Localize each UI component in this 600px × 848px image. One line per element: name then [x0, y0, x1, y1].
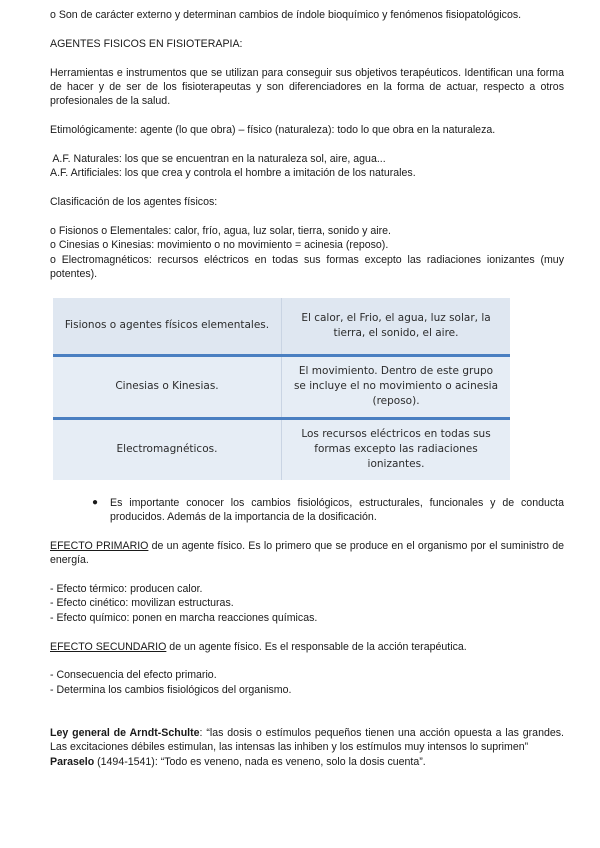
intro-line: o Son de carácter externo y determinan cambios de índole bioquímico y fenómenos fisiopatológicos.: [50, 9, 522, 21]
classification-item: o Electromagnéticos: recursos eléctricos en todas sus formas excepto las radiaciones ionizantes (muy potentes).: [50, 253, 564, 281]
primary-effect-item: - Efecto térmico: producen calor.: [50, 583, 203, 596]
artificiales-line: A.F. Artificiales: los que crea y controla el hombre a imitación de los naturales.: [50, 167, 416, 180]
table-row: [53, 355, 510, 418]
primary-effect-item: - Efecto cinético: movilizan estructuras.: [50, 597, 234, 610]
law-paragraph: [50, 726, 564, 755]
paracelso-label: Paraselo: [50, 755, 95, 768]
classification-item: o Fisionos o Elementales: calor, frío, agua, luz solar, tierra, sonido y aire.: [50, 225, 391, 237]
table-row: [53, 298, 510, 356]
primary-effect-text: de un agente físico. Es lo primero que se produce en el organismo por el suministro de energía.: [50, 539, 564, 567]
agents-table: [53, 298, 510, 480]
bullet-item: [92, 496, 564, 525]
classification-title: Clasificación de los agentes físicos:: [50, 196, 218, 209]
secondary-effect-item: - Determina los cambios fisiológicos del organismo.: [50, 683, 292, 696]
bullet-text: Es importante conocer los cambios fisiológicos, estructurales, funcionales y de conducta producidos. Además de la importancia de la dosificación.: [110, 496, 564, 524]
secondary-effect-item: - Consecuencia del efecto primario.: [50, 669, 217, 682]
paracelso-paragraph: [50, 755, 564, 769]
primary-effect-item: - Efecto químico: ponen en marcha reacciones químicas.: [50, 611, 318, 624]
classification-item: o Cinesias o Kinesias: movimiento o no movimiento = acinesia (reposo).: [50, 239, 389, 252]
table-cell-desc: Los recursos eléctricos en todas sus formas excepto las radiaciones ionizantes.: [282, 418, 511, 480]
document-page: [50, 8, 564, 769]
table-cell-desc: El calor, el Frio, el agua, luz solar, la tierra, el sonido, el aire.: [282, 298, 511, 356]
bullet-icon: ●: [92, 496, 99, 508]
table-cell-name: Fisionos o agentes físicos elementales.: [53, 298, 282, 356]
naturales-line: A.F. Naturales: los que se encuentran en la naturaleza sol, aire, agua...: [50, 153, 386, 165]
table-cell-name: Electromagnéticos.: [53, 418, 282, 480]
primary-effect-label: EFECTO PRIMARIO: [50, 539, 149, 552]
table-cell-name: Cinesias o Kinesias.: [53, 355, 282, 418]
section-heading: AGENTES FISICOS EN FISIOTERAPIA:: [50, 37, 243, 50]
table-cell-desc: El movimiento. Dentro de este grupo se incluye el no movimiento o acinesia (reposo).: [282, 355, 511, 418]
primary-effect-paragraph: [50, 539, 564, 568]
definition-paragraph: Herramientas e instrumentos que se utilizan para conseguir sus objetivos terapéuticos. Identifican una forma de hacer y de ser de los fisioterapeutas y son diferenciadores en la forma de actuar, respecto a otros profesionales de la salud.: [50, 66, 564, 108]
table-row: [53, 418, 510, 480]
etymology-paragraph: Etimológicamente: agente (lo que obra) – físico (naturaleza): todo lo que obra en la naturaleza.: [50, 124, 496, 137]
law-text: : “las dosis o estímulos pequeños tienen una acción opuesta a las grandes. Las excitaciones débiles estimulan, las intensas las inhiben y los estímulos muy intensos lo suprimen”: [50, 727, 564, 754]
law-label: Ley general de Arndt-Schulte: [50, 727, 200, 740]
secondary-effect-label: EFECTO SECUNDARIO: [50, 640, 167, 653]
secondary-effect-paragraph: [50, 640, 564, 654]
secondary-effect-text: de un agente físico. Es el responsable de la acción terapéutica.: [166, 640, 467, 653]
paracelso-text: (1494-1541): “Todo es veneno, nada es veneno, solo la dosis cuenta”.: [94, 755, 426, 768]
